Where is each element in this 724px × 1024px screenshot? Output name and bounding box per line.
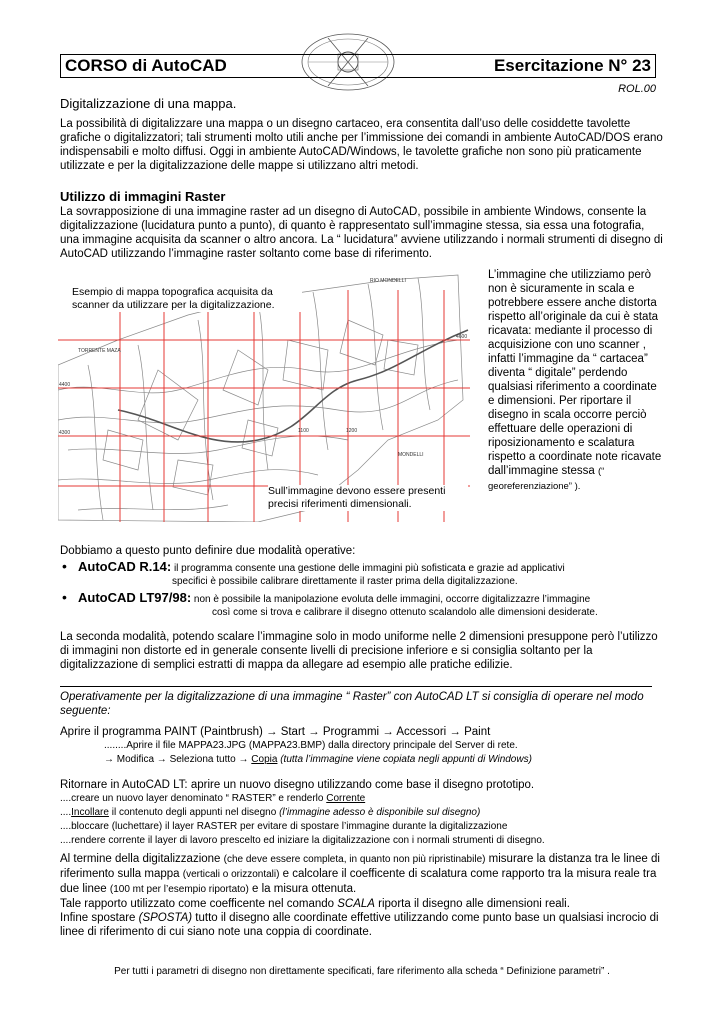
procedure-lead: Operativamente per la digitalizzazione di una immagine “ Raster” con AutoCAD LT si consiglia di operare nel modo seguente: (60, 691, 644, 717)
mode-text-cont: specifici è possibile calibrare direttamente il raster prima della digitalizzazione. (172, 576, 518, 587)
divider (60, 686, 652, 687)
exercise-number: Esercitazione N° 23 (493, 56, 651, 75)
map-label: RIO MONDELLI (370, 278, 406, 284)
bullet-icon: • (62, 558, 67, 574)
bullet-icon: • (62, 589, 67, 605)
side-text: L’immagine che utilizziamo però non è sicuramente in scala e potrebbere essere anche distorta rispetto all’originale da cui è stata ricavata: mediante il processo di acquisizione con uno scanner , infatti l’immagine da “ cartacea” diventa “ digitale” perdendo qualsiasi riferimento a coordinate e dimensioni. Per riportare il disegno in scala occorre perciò effettuare delle operazioni di riposizionamento e scalatura rispetto a coordinate note ricavate dall’immagine stessa (488, 269, 662, 477)
figure-caption-top: Esempio di mappa topografica acquisita da scanner da utilizzare per la digitalizzazione. (72, 286, 302, 312)
paint-substep: → Modifica → Seleziona tutto → Copia (tutta l’immagine viene copiata negli appunti di Windows) (104, 754, 532, 765)
autocad-substep: ....rendere corrente il layer di lavoro prescelto ed iniziare la digitalizzazione con i normali strumenti di disegno. (60, 835, 545, 846)
autocad-substep: ....creare un nuovo layer denominato “ RASTER” e renderlo Corrente (60, 793, 366, 804)
modes-intro: Dobbiamo a questo punto definire due modalità operative: (60, 545, 356, 557)
final-paragraph: Al termine della digitalizzazione (che deve essere completa, in quanto non più ripristinabile) misurare la distanza tra le linee di riferimento sulla mappa (verticali o orizzontali) e calcolare il coefficente di scalatura come rapporto tra la misura reale tra due linee (100 mt per l’esempio riportato) e la misura ottenuta. Tale rapporto utilizzato come coefficente nel comando SCALA riporta il disegno alle dimensioni reali. Infine spostare (SPOSTA) tutto il disegno alle coordinate effettive utilizzando come punto base un qualsiasi incrocio di linee di riferimento di cui siano note una coppia di coordinate. (60, 853, 660, 938)
copy-command: Copia (251, 754, 278, 765)
side-column (488, 268, 666, 494)
side-note: (“ georeferenziazione” ). (488, 466, 605, 492)
map-label: 4600 (456, 334, 468, 340)
paint-step: Aprire il programma PAINT (Paintbrush) → Start → Programmi → Accessori → Paint (60, 726, 491, 738)
map-label: 4400 (59, 382, 71, 388)
second-mode-paragraph: La seconda modalità, potendo scalare l’immagine solo in modo uniforme nelle 2 dimensioni presuppone però l’utilizzo di immagini non distorte ed in generale consente livelli di precisione inferiore e si consiglia soltanto per la digitalizzazione di semplici estratti di mappa da allegare ad esempio alle pratiche edilizie. (60, 631, 658, 671)
return-step: Ritornare in AutoCAD LT: aprire un nuovo disegno utilizzando come base il disegno prototipo. (60, 779, 535, 791)
intro-paragraph: La possibilità di digitalizzare una mappa o un disegno cartaceo, era consentita dall’uso delle cosiddette tavolette grafiche o digitalizzatori; tali strumenti molto utili anche per l’immissione dei comandi in ambiente AutoCAD/DOS erano indispensabili e molto diffusi. Oggi in ambiente AutoCAD/Windows, le tavolette grafiche non sono più praticamente utilizzate e per la digitalizzazione delle mappe si utilizzano altri metodi. (60, 118, 663, 172)
map-label: 4300 (59, 430, 71, 436)
paint-substep: ........Aprire il file MAPPA23.JPG (MAPPA23.BMP) dalla directory principale del Server di rete. (104, 740, 518, 751)
autocad-substep: ....Incollare il contenuto degli appunti nel disegno (l’immagine adesso è disponibile sul disegno) (60, 807, 481, 818)
raster-paragraph: La sovrapposizione di una immagine raster ad un disegno di AutoCAD, possibile in ambiente Windows, consente la digitalizzazione (lucidatura punto a punto), di quanto è rappresentato sull’immagine stessa, sia essa una fotografia, una immagine acquisita da scanner o altro ancora. La “ lucidatura” avviene utilizzando i normali strumenti di disegno di AutoCAD utilizzando l’immagine raster soltanto come base di riferimento. (60, 206, 663, 260)
mode-label: AutoCAD R.14: (78, 559, 172, 574)
course-title: CORSO di AutoCAD (65, 56, 227, 75)
map-label: MONDELLI (398, 452, 424, 458)
list-item (60, 560, 666, 588)
procedure-paint (60, 725, 666, 767)
map-label: 1200 (346, 428, 358, 434)
procedure-autocad (60, 778, 666, 848)
mode-text: non è possibile la manipolazione evoluta delle immagini, occorre digitalizzazre l’immagine (191, 594, 591, 605)
raster-heading: Utilizzo di immagini Raster (60, 189, 226, 204)
list-item (60, 591, 666, 619)
section-subtitle: Digitalizzazione di una mappa. (60, 96, 237, 111)
map-label: 1100 (298, 428, 309, 434)
footer-note: Per tutti i parametri di disegno non direttamente specificati, fare riferimento alla scheda “ Definizione parametri” . (114, 966, 610, 977)
autocad-substep: ....bloccare (luchettare) il layer RASTER per evitare di spostare l’immagine durante la digitalizzazione (60, 821, 508, 832)
mode-text-cont: così come si trova e calibrare il disegno ottenuto scalandolo alle dimensioni desiderate. (212, 607, 598, 618)
revision-code: ROL.00 (618, 83, 656, 95)
mode-text: il programma consente una gestione delle immagini più sofisticata e grazie ad applicativi (171, 563, 565, 574)
header-box (60, 54, 656, 78)
modes-list (60, 560, 666, 622)
map-label: TORRENTE MAZA (78, 348, 121, 354)
figure-caption-bottom: Sull’immagine devono essere presenti precisi riferimenti dimensionali. (268, 485, 468, 511)
mode-label: AutoCAD LT97/98: (78, 590, 192, 605)
